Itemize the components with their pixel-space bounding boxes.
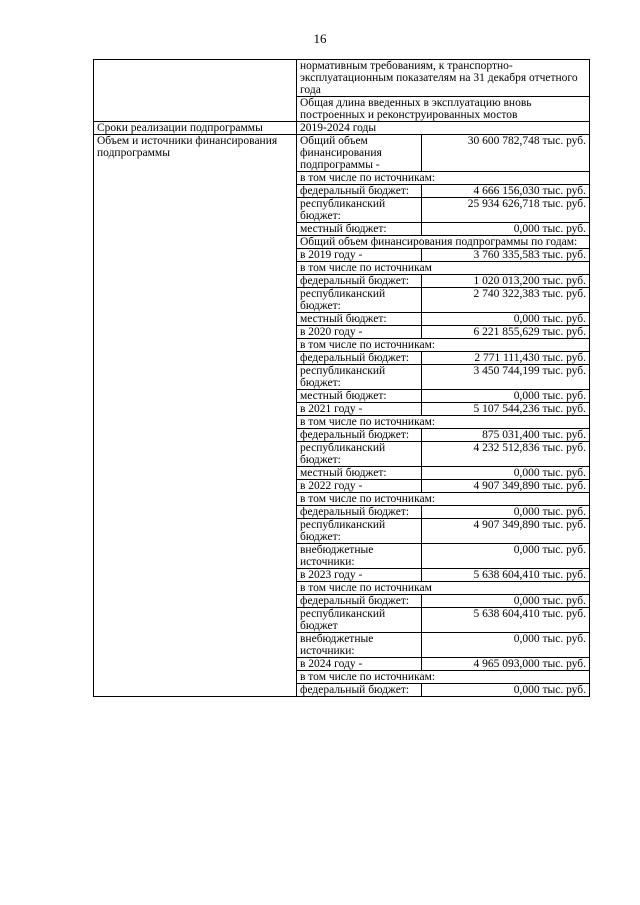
financing-line	[297, 467, 589, 480]
financing-line	[297, 442, 589, 467]
financing-line	[297, 185, 589, 198]
financing-line-amount: 0,000 тыс. руб.	[513, 544, 586, 556]
financing-line-label: республиканский бюджет:	[297, 288, 422, 312]
financing-line-text: в том числе по источникам	[300, 262, 432, 274]
financing-line-label: федеральный бюджет:	[297, 275, 422, 287]
financing-line	[297, 608, 589, 633]
financing-line-amount: 2 771 111,430 тыс. руб.	[474, 352, 586, 364]
financing-line-label: федеральный бюджет:	[297, 429, 422, 441]
financing-line	[297, 223, 589, 236]
financing-line-amount: 4 907 349,890 тыс. руб.	[473, 480, 586, 492]
financing-line	[297, 658, 589, 671]
financing-line-amount: 1 020 013,200 тыс. руб.	[473, 275, 586, 287]
financing-line	[297, 429, 589, 442]
financing-line	[297, 582, 589, 595]
financing-line-label: республиканский бюджет:	[297, 442, 422, 466]
financing-line	[297, 569, 589, 582]
financing-line-amount: 4 666 156,030 тыс. руб.	[473, 185, 586, 197]
financing-line-amount: 2 740 322,383 тыс. руб.	[473, 288, 586, 300]
table-row-period	[94, 121, 589, 134]
financing-line-amount: 6 221 855,629 тыс. руб.	[473, 326, 586, 338]
financing-line-label: местный бюджет:	[297, 467, 422, 479]
financing-line	[297, 249, 589, 262]
financing-line-text: в том числе по источникам:	[300, 172, 436, 184]
row-label-period: Сроки реализации подпрограммы	[94, 122, 297, 134]
financing-line-amount: 0,000 тыс. руб.	[513, 595, 586, 607]
financing-line	[297, 671, 589, 684]
financing-line-label: в 2021 году -	[297, 403, 422, 415]
financing-line-label: республиканский бюджет	[297, 608, 422, 632]
financing-line	[297, 135, 589, 172]
financing-line-label: внебюджетные источники:	[297, 544, 422, 568]
indicator-text: Общая длина введенных в эксплуатацию вновь построенных и реконструированных мостов	[300, 97, 532, 121]
financing-line	[297, 403, 589, 416]
financing-line	[297, 493, 589, 506]
financing-line-label: республиканский бюджет:	[297, 198, 422, 222]
financing-line-text: Общий объем финансирования подпрограммы по годам:	[300, 236, 578, 248]
financing-line	[297, 236, 589, 249]
financing-line	[297, 262, 589, 275]
financing-line-label: внебюджетные источники:	[297, 633, 422, 657]
financing-line	[297, 390, 589, 403]
financing-line-label: федеральный бюджет:	[297, 595, 422, 607]
financing-line-text: в том числе по источникам:	[300, 671, 436, 683]
financing-line	[297, 198, 589, 223]
financing-line-amount: 4 232 512,836 тыс. руб.	[473, 442, 586, 454]
financing-line-amount: 4 907 349,890 тыс. руб.	[473, 519, 586, 531]
table-row-financing	[94, 134, 589, 696]
financing-line-label: в 2023 году -	[297, 569, 422, 581]
financing-line-amount: 4 965 093,000 тыс. руб.	[473, 658, 586, 670]
financing-line	[297, 480, 589, 493]
financing-line	[297, 288, 589, 313]
financing-line-amount: 0,000 тыс. руб.	[513, 467, 586, 479]
financing-line	[297, 326, 589, 339]
financing-line	[297, 172, 589, 185]
financing-line	[297, 633, 589, 658]
financing-line-text: в том числе по источникам:	[300, 339, 436, 351]
row-label-financing: Объем и источники финансирования подпрограммы	[94, 135, 297, 696]
financing-line	[297, 595, 589, 608]
financing-line-amount: 0,000 тыс. руб.	[513, 633, 586, 645]
financing-line-amount: 3 450 744,199 тыс. руб.	[473, 365, 586, 377]
financing-line-text: в том числе по источникам	[300, 582, 432, 594]
financing-items	[297, 135, 589, 696]
financing-line	[297, 506, 589, 519]
financing-line-text: в том числе по источникам:	[300, 493, 436, 505]
financing-line-amount: 875 031,400 тыс. руб.	[482, 429, 586, 441]
financing-line-label: Общий объем финансирования подпрограммы -	[297, 135, 422, 171]
financing-line	[297, 519, 589, 544]
subprogram-passport-table	[93, 59, 590, 697]
financing-line-label: федеральный бюджет:	[297, 684, 422, 696]
period-value: 2019-2024 годы	[300, 122, 377, 134]
financing-line	[297, 352, 589, 365]
financing-line	[297, 339, 589, 352]
financing-line-label: местный бюджет:	[297, 313, 422, 325]
financing-line	[297, 313, 589, 326]
financing-line	[297, 684, 589, 696]
table-row-indicators	[94, 59, 589, 121]
financing-line	[297, 275, 589, 288]
financing-line-amount: 30 600 782,748 тыс. руб.	[467, 135, 586, 147]
financing-line-amount: 5 638 604,410 тыс. руб.	[473, 608, 586, 620]
financing-line-amount: 3 760 335,583 тыс. руб.	[473, 249, 586, 261]
financing-line-text: в том числе по источникам:	[300, 416, 436, 428]
financing-line-label: федеральный бюджет:	[297, 506, 422, 518]
financing-line-label: местный бюджет:	[297, 390, 422, 402]
financing-line-amount: 0,000 тыс. руб.	[513, 223, 586, 235]
financing-line-label: в 2019 году -	[297, 249, 422, 261]
row-label-empty	[94, 60, 297, 121]
financing-line	[297, 544, 589, 569]
financing-line-amount: 0,000 тыс. руб.	[513, 684, 586, 696]
financing-line-label: республиканский бюджет:	[297, 519, 422, 543]
financing-line-amount: 25 934 626,718 тыс. руб.	[467, 198, 586, 210]
financing-line-amount: 0,000 тыс. руб.	[513, 313, 586, 325]
financing-line-amount: 5 107 544,236 тыс. руб.	[473, 403, 586, 415]
financing-line-label: в 2022 году -	[297, 480, 422, 492]
financing-line-label: федеральный бюджет:	[297, 185, 422, 197]
financing-line-label: в 2020 году -	[297, 326, 422, 338]
financing-line-amount: 0,000 тыс. руб.	[513, 506, 586, 518]
financing-line-label: местный бюджет:	[297, 223, 422, 235]
page-number: 16	[313, 31, 327, 46]
financing-line-label: федеральный бюджет:	[297, 352, 422, 364]
indicator-text: нормативным требованиям, к транспортно-эксплуатационным показателям на 31 декабря отчетного года	[297, 60, 589, 97]
financing-line-amount: 0,000 тыс. руб.	[513, 390, 586, 402]
financing-line	[297, 416, 589, 429]
financing-line-amount: 5 638 604,410 тыс. руб.	[473, 569, 586, 581]
indicators-cell	[297, 60, 589, 121]
financing-line-label: в 2024 году -	[297, 658, 422, 670]
financing-line	[297, 365, 589, 390]
financing-line-label: республиканский бюджет:	[297, 365, 422, 389]
